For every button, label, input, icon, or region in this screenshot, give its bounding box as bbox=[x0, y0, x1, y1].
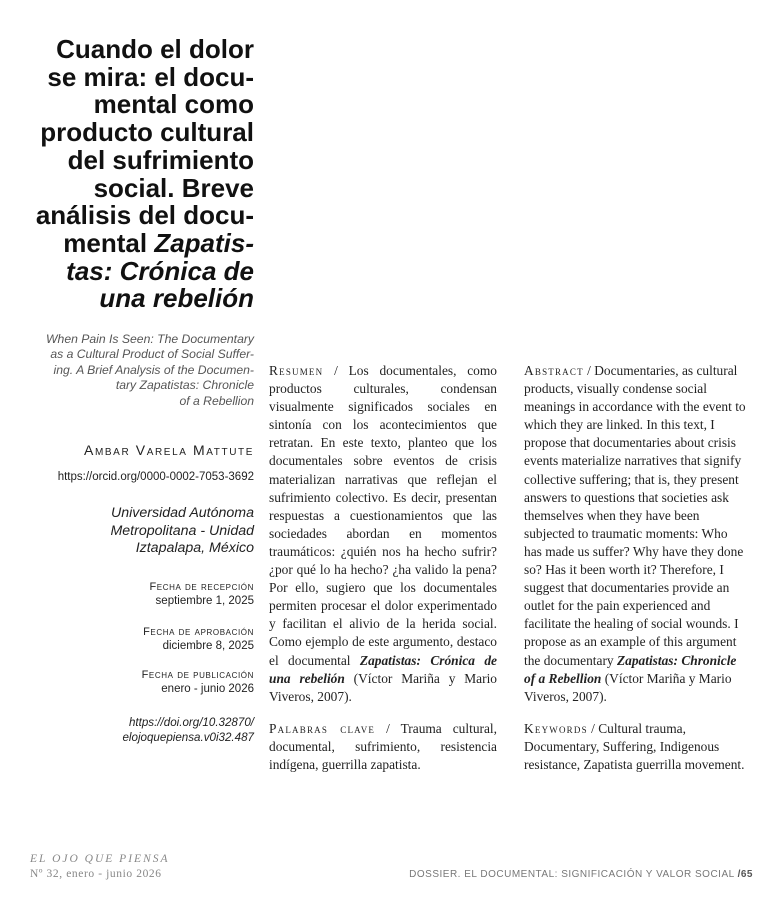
keywords-label: Keywords bbox=[524, 720, 588, 736]
palabras-clave-label: Palabras clave bbox=[269, 720, 376, 736]
page-number: /65 bbox=[737, 869, 753, 880]
published-label: Fecha de publicación bbox=[141, 669, 254, 681]
title-film-italic: Zapatis- bbox=[154, 227, 254, 258]
spanish-abstract-column bbox=[269, 362, 497, 774]
title-line: se mira: el docu- bbox=[47, 61, 254, 92]
title-film-italic: una rebelión bbox=[99, 283, 254, 314]
title-line: producto cultural bbox=[40, 117, 254, 148]
abstract-text-end: (Víctor Mariña y Mario Viveros, 2007). bbox=[524, 670, 732, 704]
resumen-text-end: (Víctor Mariña y Mario Viveros, 2007). bbox=[269, 670, 497, 704]
received-date bbox=[18, 580, 254, 608]
subtitle-line: as a Cultural Product of Social Suffer- bbox=[50, 347, 254, 362]
resumen-paragraph bbox=[269, 362, 497, 706]
keywords-text: Cultural trauma, Documentary, Suffering, Indigenous resistance, Zapatista guerrilla movement. bbox=[524, 720, 745, 772]
separator: / bbox=[583, 363, 595, 378]
keywords-paragraph bbox=[524, 720, 748, 774]
author-name: Ambar Varela Mattute bbox=[84, 442, 254, 458]
title-line: del sufrimiento bbox=[67, 144, 254, 175]
english-abstract-column bbox=[524, 362, 748, 774]
subtitle-line: When Pain Is Seen: The Documentary bbox=[46, 332, 254, 346]
title-film-italic: tas: Crónica de bbox=[66, 255, 254, 286]
institution-line: Universidad Autónoma bbox=[110, 505, 254, 521]
approved-value: diciembre 8, 2025 bbox=[162, 640, 254, 652]
institution-line: Iztapalapa, México bbox=[135, 540, 254, 556]
received-value: septiembre 1, 2025 bbox=[155, 595, 254, 607]
doi-line[interactable]: elojoquepiensa.v0i32.487 bbox=[122, 731, 254, 744]
doi-line[interactable]: https://doi.org/10.32870/ bbox=[128, 716, 254, 729]
institution-line: Metropolitana - Unidad bbox=[110, 522, 254, 539]
separator: / bbox=[323, 363, 349, 378]
separator: / bbox=[375, 720, 401, 736]
resumen-text: Los documentales, como productos culturales, condensan visualmente significados sociales en sintonía con los acontecimientos que retratan. En este texto, planteo que los documentales sobre eventos de crisis materializan narrativas que reflejan el sufrimiento colectivo. Es decir, presentan respuestas a cuestionamientos que las sociedades abordan en momentos traumáticos: ¿quién nos ha hecho sufrir? ¿por qué lo ha hecho? ¿ha valido la pena? Por ello, sugiero que los documentales permiten procesar el dolor experimentado y facilitan el alivio de la herida social. Como ejemplo de este argumento, destaco el documental bbox=[269, 363, 497, 668]
published-date bbox=[18, 668, 254, 696]
resumen-label: Resumen bbox=[269, 363, 324, 378]
subtitle-line: of a Rebellion bbox=[179, 393, 254, 408]
approved-date bbox=[18, 625, 254, 653]
separator: / bbox=[587, 720, 599, 736]
title-line: análisis del docu- bbox=[35, 200, 254, 231]
abstract-paragraph bbox=[524, 362, 748, 706]
journal-footer bbox=[30, 852, 170, 882]
doi-link[interactable] bbox=[18, 715, 254, 745]
approved-label: Fecha de aprobación bbox=[143, 626, 254, 638]
english-subtitle bbox=[18, 332, 254, 409]
subtitle-line: ing. A Brief Analysis of the Documen- bbox=[53, 362, 254, 377]
orcid-link[interactable]: https://orcid.org/0000-0002-7053-3692 bbox=[57, 471, 254, 483]
title-line: mental como bbox=[93, 89, 254, 120]
title-line: social. Breve bbox=[93, 172, 254, 203]
author-institution bbox=[18, 505, 254, 558]
journal-issue: Nº 32, enero - junio 2026 bbox=[30, 868, 162, 880]
palabras-clave-text: Trauma cultural, documental, sufrimiento, resistencia indígena, guerrilla zapatista. bbox=[269, 720, 497, 772]
journal-name: EL OJO QUE PIENSA bbox=[30, 853, 170, 865]
abstract-label: Abstract bbox=[524, 363, 584, 378]
abstract-text: Documentaries, as cultural products, visually condense social meanings in accordance with the event to which they are linked. In this text, I propose that documentaries about crisis events materialize narratives that signify collective suffering; that is, they present answers to questions that societies ask themselves when they have been subjected to traumatic moments: Who has made us suffer? Why have they done so? Has it been worth it? Therefore, I suggest that documentaries provide an outlet for the pain experienced and facilitate the healing of social wounds. I propose as an example of this argument the documentary bbox=[524, 363, 746, 668]
title-line: Cuando el dolor bbox=[56, 34, 254, 64]
section-title: DOSSIER. EL DOCUMENTAL: SIGNIFICACIÓN Y VALOR SOCIAL bbox=[409, 869, 738, 880]
published-value: enero - junio 2026 bbox=[161, 683, 254, 695]
resumen-film-title: Zapatistas: Crónica de una rebelión bbox=[269, 652, 497, 686]
received-label: Fecha de recepción bbox=[149, 581, 254, 593]
subtitle-line: tary Zapatistas: Chronicle bbox=[115, 378, 254, 393]
palabras-clave-paragraph bbox=[269, 720, 497, 774]
title-line: mental bbox=[63, 227, 155, 258]
article-title bbox=[18, 36, 254, 313]
section-footer bbox=[409, 869, 753, 880]
abstract-film-title: Zapatistas: Chronicle of a Rebellion bbox=[524, 652, 737, 686]
